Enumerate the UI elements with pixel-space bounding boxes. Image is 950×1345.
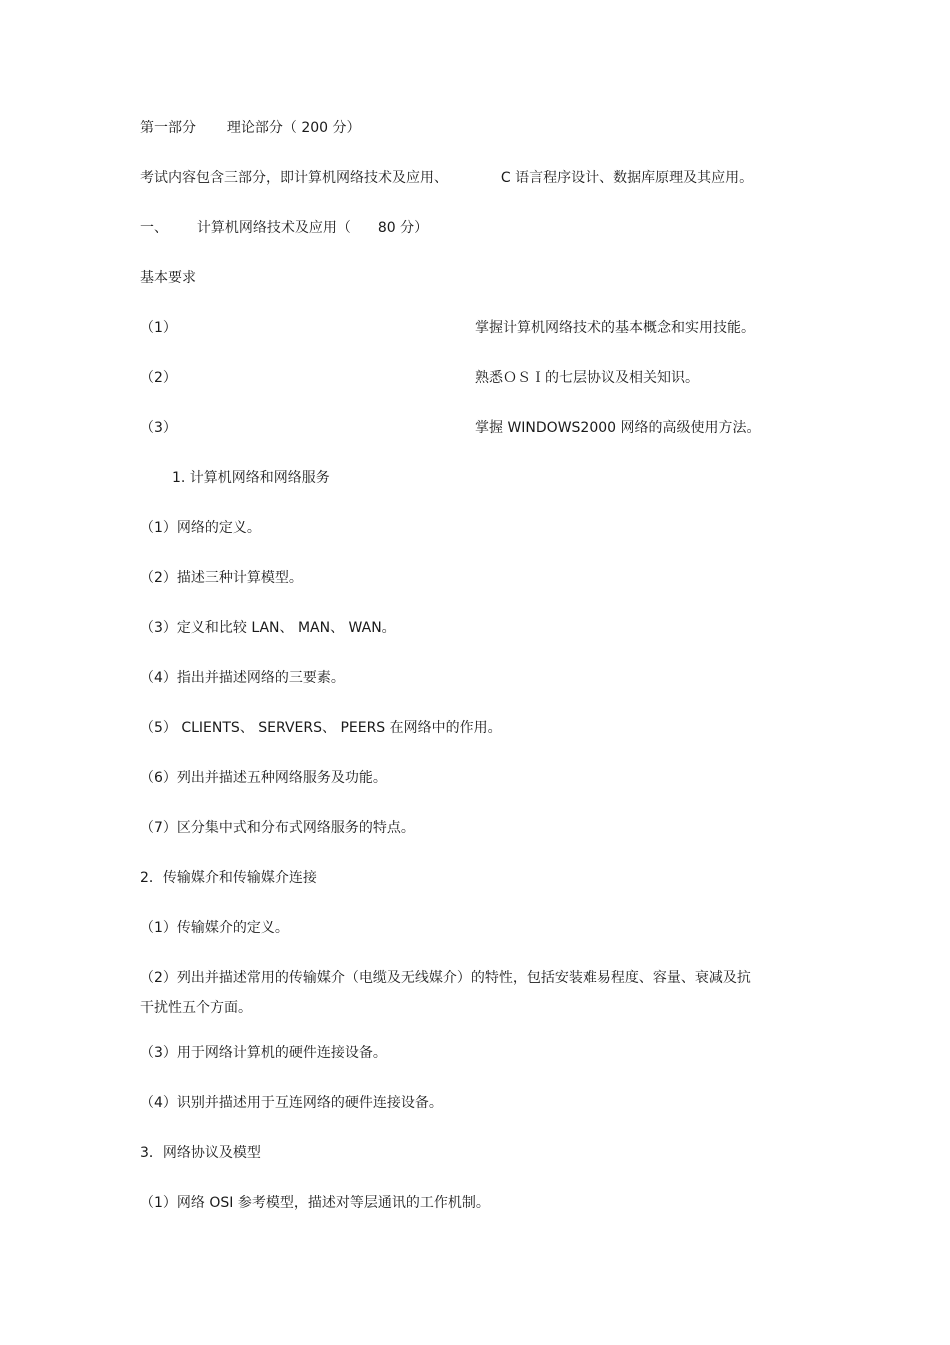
list-item: （1）网络的定义。 [140, 520, 261, 536]
requirement-text: 掌握计算机网络技术的基本概念和实用技能。 [475, 320, 755, 336]
list-item: （5） CLIENTS、 SERVERS、 PEERS 在网络中的作用。 [140, 720, 502, 736]
intro-paragraph [140, 168, 753, 188]
list-item: （6）列出并描述五种网络服务及功能。 [140, 770, 387, 786]
requirement-number: （1） [140, 320, 177, 336]
topic-heading: 1. 计算机网络和网络服务 [172, 470, 330, 486]
section-score: 80 分） [377, 220, 429, 236]
list-item: （4）识别并描述用于互连网络的硬件连接设备。 [140, 1095, 443, 1111]
part-title: 第一部分 [140, 120, 196, 136]
requirements-heading: 基本要求 [140, 270, 196, 286]
intro-text-b: C 语言程序设计、数据库原理及其应用。 [500, 170, 754, 186]
list-item: （1）网络 OSI 参考模型，描述对等层通讯的工作机制。 [140, 1195, 490, 1211]
list-item: （1）传输媒介的定义。 [140, 920, 289, 936]
list-item: （7）区分集中式和分布式网络服务的特点。 [140, 820, 415, 836]
part-heading [140, 118, 361, 138]
list-item: （4）指出并描述网络的三要素。 [140, 670, 345, 686]
topic-heading: 2．传输媒介和传输媒介连接 [140, 870, 317, 886]
requirement-text: 掌握 WINDOWS2000 网络的高级使用方法。 [475, 420, 761, 436]
section-heading [140, 218, 428, 238]
intro-text-a: 考试内容包含三部分，即计算机网络技术及应用、 [140, 170, 448, 186]
list-item: （3）定义和比较 LAN、 MAN、 WAN。 [140, 620, 396, 636]
list-item: （2）描述三种计算模型。 [140, 570, 303, 586]
part-subtitle: 理论部分（ 200 分） [226, 120, 361, 136]
list-item: （3）用于网络计算机的硬件连接设备。 [140, 1045, 387, 1061]
list-item-wrapped: （2）列出并描述常用的传输媒介（电缆及无线媒介）的特性，包括安装难易程度、容量、衰减及抗干扰性五个方面。 [140, 970, 751, 1016]
requirement-number: （3） [140, 420, 177, 436]
requirement-number: （2） [140, 370, 177, 386]
section-prefix: 一、 [140, 220, 168, 236]
topic-heading: 3．网络协议及模型 [140, 1145, 261, 1161]
requirement-text: 熟悉ＯＳＩ的七层协议及相关知识。 [475, 370, 699, 386]
section-title: 计算机网络技术及应用（ [196, 220, 351, 236]
